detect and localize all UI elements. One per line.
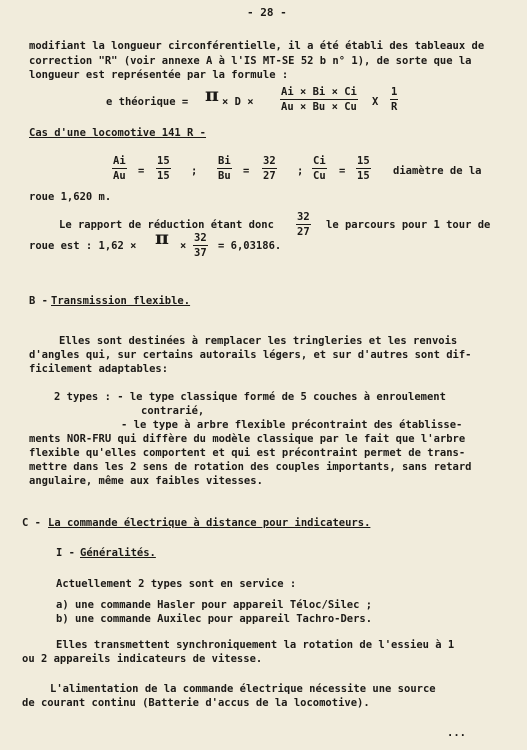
loco-heading: Cas d'une locomotive 141 R - [29,127,207,139]
subsection-title: Généralités. [80,547,156,559]
intro-line-3: longueur est représentée par la formule : [29,69,289,81]
section-c-title: La commande électrique à distance pour indicateurs. [48,517,371,529]
section-b-p1-line2: d'angles qui, sur certains autorails légers, et sur d'autres sont dif- [29,349,472,361]
types-line3: - le type à arbre flexible précontraint des établisse- [121,419,463,431]
formula-times: X [372,96,379,108]
ratio-result: = 6,03186. [218,240,282,252]
equals-sign: = [243,165,250,177]
types-line7: angulaire, même aux faibles vitesses. [29,475,263,487]
wheel-diameter: roue 1,620 m. [29,191,112,203]
fraction-num: 32 [263,155,276,167]
separator: ; [191,165,198,177]
section-b-p1-line1: Elles sont destinées à remplacer les tringleries et les renvois [59,335,458,347]
continuation-dots: ... [447,727,466,739]
section-c-p2-line2: ou 2 appareils indicateurs de vitesse. [22,653,263,665]
fraction-den: 37 [194,247,207,259]
types-line1: 2 types : - le type classique formé de 5 couches à enroulement [54,391,446,403]
fraction-num: 15 [357,155,370,167]
fraction-den: Bu [218,170,231,182]
fraction-num: 15 [157,155,170,167]
formula-one-over-r [390,86,398,113]
equals-sign: = [339,165,346,177]
fraction-den: 15 [157,170,170,182]
types-line5: flexible qu'elles comportent et qui est précontraint permet de trans- [29,447,466,459]
formula-one: 1 [391,86,398,98]
list-item-b: b) une commande Auxilec pour appareil Tachro-Ders. [56,613,373,625]
fraction-den: 27 [263,170,276,182]
ratio-roue: roue est : 1,62 × [29,240,137,252]
fraction-num: Ai [113,155,126,167]
fraction-bi-bu [217,155,232,182]
formula-lhs: e théorique = [106,96,189,108]
fraction-32-27 [262,155,277,182]
fraction-num: 32 [297,211,310,223]
fraction-den: 15 [357,170,370,182]
intro-line-1: modifiant la longueur circonférentielle, il a été établi des tableaux de [29,40,485,52]
fraction-ai-au [112,155,127,182]
fraction-num: 32 [194,232,207,244]
separator: ; [297,165,304,177]
section-c-letter: C - [22,517,41,529]
page-number: - 28 - [247,6,287,19]
formula-times-d: × D × [222,96,254,108]
section-c-p2-line1: Elles transmettent synchroniquement la rotation de l'essieu à 1 [56,639,455,651]
formula-main-fraction [280,86,358,113]
diameter-text: diamètre de la [393,165,482,177]
fraction-num: Ci [313,155,326,167]
formula-r: R [391,101,398,113]
equals-sign: = [138,165,145,177]
section-b-letter: B - [29,295,48,307]
fraction-15-15 [156,155,171,182]
intro-line-2: correction "R" (voir annexe A à l'IS MT-SE 52 b n° 1), de sorte que la [29,55,472,67]
ratio-text-2: le parcours pour 1 tour de [326,219,491,231]
section-c-p3-line2: de courant continu (Batterie d'accus de la locomotive). [22,697,370,709]
ratio-fraction-2 [193,232,208,259]
formula-denominator: Au × Bu × Cu [281,101,357,113]
list-item-a: a) une commande Hasler pour appareil Téloc/Silec ; [56,599,373,611]
fraction-15-15-b [356,155,371,182]
fraction-num: Bi [218,155,231,167]
types-line6: mettre dans les 2 sens de rotation des couples importants, sans retard [29,461,472,473]
ratio-text-1: Le rapport de réduction étant donc [59,219,274,231]
types-line4: ments NOR-FRU qui diffère du modèle classique par le fait que l'arbre [29,433,466,445]
ratio-times: × [180,240,187,252]
fraction-den: Cu [313,170,326,182]
ratio-fraction [296,211,311,238]
formula-pi-symbol: π [205,84,219,106]
fraction-ci-cu [312,155,327,182]
fraction-den: 27 [297,226,310,238]
section-b-title: Transmission flexible. [51,295,191,307]
types-in-service: Actuellement 2 types sont en service : [56,578,297,590]
fraction-den: Au [113,170,126,182]
ratio-pi-symbol: π [155,227,169,249]
section-b-p1-line3: ficilement adaptables: [29,363,169,375]
formula-numerator: Ai × Bi × Ci [281,86,357,98]
types-line2: contrarié, [141,405,205,417]
section-c-p3-line1: L'alimentation de la commande électrique nécessite une source [50,683,436,695]
subsection-number: I - [56,547,75,559]
